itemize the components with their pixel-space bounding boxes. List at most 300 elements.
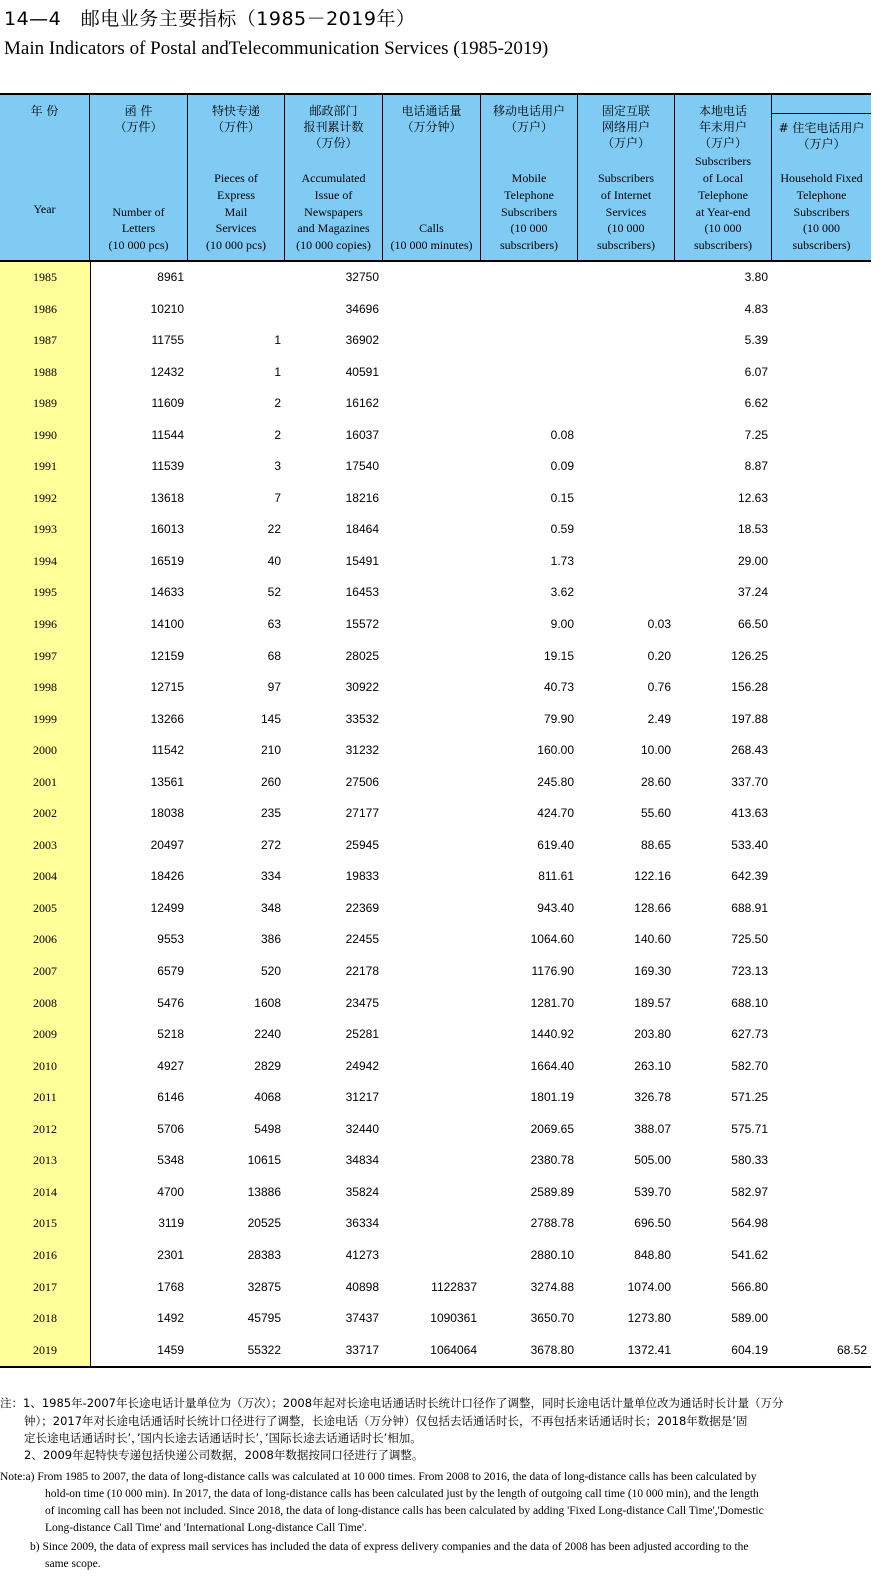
table-row bbox=[0, 577, 871, 609]
cell-letters: 1459 bbox=[157, 1342, 184, 1357]
cell-mobile: 79.90 bbox=[543, 711, 574, 726]
cell-year: 1993 bbox=[33, 522, 57, 537]
cell-year: 1988 bbox=[33, 364, 57, 379]
cell-local-telephone: 688.10 bbox=[731, 995, 768, 1010]
cell-newspapers: 22178 bbox=[345, 964, 379, 979]
cell-local-telephone: 604.19 bbox=[731, 1342, 768, 1357]
cell-internet: 203.80 bbox=[634, 1027, 671, 1042]
header-household-telephone-en: Household Fixed Telephone Subscribers (10 000 subscribers) bbox=[780, 171, 863, 253]
header-mobile bbox=[481, 95, 578, 260]
cell-household-telephone bbox=[772, 672, 871, 704]
cell-internet: 1074.00 bbox=[627, 1279, 671, 1294]
cell-household-telephone bbox=[772, 956, 871, 988]
cell-letters: 12499 bbox=[150, 900, 184, 915]
cell-letters: 20497 bbox=[150, 837, 184, 852]
cell-year: 1987 bbox=[33, 333, 57, 348]
cell-letters: 5218 bbox=[157, 1027, 184, 1042]
cell-calls bbox=[383, 1145, 481, 1177]
cell-express-mail: 22 bbox=[267, 522, 281, 537]
cell-letters: 10210 bbox=[150, 301, 184, 316]
cell-newspapers: 32440 bbox=[345, 1121, 379, 1136]
table-row bbox=[0, 294, 871, 326]
cell-newspapers: 15572 bbox=[345, 617, 379, 632]
cell-local-telephone: 725.50 bbox=[731, 932, 768, 947]
cell-letters: 11755 bbox=[151, 333, 184, 348]
cell-calls bbox=[383, 294, 481, 326]
header-mobile-cn: 移动电话用户 （万户） bbox=[492, 104, 565, 134]
cell-household-telephone bbox=[772, 1240, 871, 1272]
cell-local-telephone: 580.33 bbox=[731, 1153, 768, 1168]
cell-express-mail: 2240 bbox=[254, 1027, 281, 1042]
cell-express-mail: 13886 bbox=[247, 1184, 281, 1199]
cell-calls bbox=[383, 861, 481, 893]
cell-household-telephone: 68.52 bbox=[836, 1342, 867, 1357]
cell-household-telephone bbox=[772, 924, 871, 956]
cell-mobile: 19.15 bbox=[543, 648, 574, 663]
cell-local-telephone: 8.87 bbox=[744, 459, 768, 474]
cell-letters: 11609 bbox=[151, 396, 184, 411]
cell-mobile bbox=[481, 325, 578, 357]
cell-household-telephone bbox=[772, 1208, 871, 1240]
cell-household-telephone bbox=[772, 1051, 871, 1083]
cell-household-telephone bbox=[772, 1114, 871, 1146]
cell-newspapers: 17540 bbox=[345, 459, 379, 474]
cell-express-mail: 63 bbox=[267, 617, 281, 632]
note-cn-1c: 定长途电话通话时长’，’国内长途去话通话时长’，’国际长途去话通话时长’相加。 bbox=[24, 1431, 422, 1445]
cell-calls: 1064064 bbox=[430, 1342, 477, 1357]
header-newspapers bbox=[285, 95, 383, 260]
cell-mobile: 1.73 bbox=[550, 553, 574, 568]
cell-calls bbox=[383, 388, 481, 420]
cell-year: 2016 bbox=[33, 1247, 57, 1262]
cell-household-telephone bbox=[772, 641, 871, 673]
cell-newspapers: 31217 bbox=[345, 1090, 379, 1105]
cell-letters: 18426 bbox=[150, 869, 184, 884]
table-header bbox=[0, 93, 871, 262]
cell-household-telephone bbox=[772, 546, 871, 578]
cell-letters: 9553 bbox=[157, 932, 184, 947]
cell-letters: 12715 bbox=[150, 680, 184, 695]
cell-year: 2006 bbox=[33, 932, 57, 947]
cell-household-telephone bbox=[772, 1303, 871, 1335]
cell-internet: 0.03 bbox=[647, 617, 671, 632]
cell-letters: 8961 bbox=[157, 270, 184, 284]
cell-express-mail: 40 bbox=[267, 553, 281, 568]
cell-year: 2000 bbox=[33, 743, 57, 758]
cell-letters: 2301 bbox=[157, 1247, 184, 1262]
cell-letters: 4927 bbox=[157, 1058, 184, 1073]
cell-calls bbox=[383, 262, 481, 294]
cell-letters: 13618 bbox=[150, 490, 184, 505]
cell-household-telephone bbox=[772, 325, 871, 357]
cell-letters: 12432 bbox=[150, 364, 184, 379]
note-en-a2: hold-on time (10 000 min). In 2017, the data of long-distance calls has been calculated just by the length of outgoing call time (10 000 min), and the length bbox=[45, 1488, 759, 1500]
cell-mobile: 2880.10 bbox=[530, 1247, 574, 1262]
cell-internet bbox=[578, 546, 675, 578]
cell-internet bbox=[578, 262, 675, 294]
header-express-mail-cn: 特快专递 （万件） bbox=[211, 104, 260, 134]
cell-internet: 1372.41 bbox=[627, 1342, 671, 1357]
cell-newspapers: 28025 bbox=[345, 648, 379, 663]
cell-express-mail: 7 bbox=[274, 490, 281, 505]
cell-local-telephone: 723.13 bbox=[731, 964, 768, 979]
cell-express-mail: 145 bbox=[260, 711, 281, 726]
cell-calls bbox=[383, 767, 481, 799]
page-title-en: Main Indicators of Postal andTelecommunication Services (1985-2019) bbox=[4, 38, 549, 59]
cell-express-mail: 348 bbox=[260, 900, 281, 915]
cell-local-telephone: 564.98 bbox=[731, 1216, 768, 1231]
cell-household-telephone bbox=[772, 830, 871, 862]
cell-calls: 1090361 bbox=[430, 1311, 477, 1326]
cell-mobile: 3650.70 bbox=[530, 1311, 574, 1326]
cell-local-telephone: 4.83 bbox=[744, 301, 768, 316]
table-row bbox=[0, 609, 871, 641]
cell-local-telephone: 5.39 bbox=[744, 333, 768, 348]
cell-calls bbox=[383, 1208, 481, 1240]
cell-express-mail: 3 bbox=[274, 459, 281, 474]
header-year bbox=[0, 95, 90, 260]
cell-letters: 18038 bbox=[150, 806, 184, 821]
cell-calls bbox=[383, 735, 481, 767]
cell-local-telephone: 197.88 bbox=[731, 711, 768, 726]
cell-household-telephone bbox=[772, 357, 871, 389]
cell-mobile: 3.62 bbox=[550, 585, 574, 600]
cell-household-telephone bbox=[772, 893, 871, 925]
table-row bbox=[0, 1082, 871, 1114]
cell-newspapers: 16162 bbox=[345, 396, 379, 411]
cell-express-mail: 52 bbox=[267, 585, 281, 600]
cell-internet bbox=[578, 577, 675, 609]
cell-letters: 16519 bbox=[150, 553, 184, 568]
cell-mobile: 2380.78 bbox=[530, 1153, 574, 1168]
cell-local-telephone: 582.70 bbox=[731, 1058, 768, 1073]
cell-mobile bbox=[481, 262, 578, 294]
cell-year: 1991 bbox=[33, 459, 57, 474]
table-row bbox=[0, 861, 871, 893]
cell-letters: 1768 bbox=[157, 1279, 184, 1294]
cell-newspapers: 32750 bbox=[345, 270, 379, 284]
cell-internet: 2.49 bbox=[647, 711, 671, 726]
cell-newspapers: 31232 bbox=[345, 743, 379, 758]
cell-express-mail: 520 bbox=[260, 964, 281, 979]
cell-local-telephone: 566.80 bbox=[731, 1279, 768, 1294]
cell-mobile: 0.15 bbox=[550, 490, 574, 505]
cell-mobile: 619.40 bbox=[537, 837, 574, 852]
cell-household-telephone bbox=[772, 1272, 871, 1304]
cell-household-telephone bbox=[772, 1145, 871, 1177]
cell-household-telephone bbox=[772, 420, 871, 452]
cell-express-mail: 1608 bbox=[254, 995, 281, 1010]
cell-calls bbox=[383, 514, 481, 546]
cell-letters: 5348 bbox=[157, 1153, 184, 1168]
cell-year: 1994 bbox=[33, 553, 57, 568]
table-row bbox=[0, 672, 871, 704]
cell-express-mail bbox=[188, 262, 285, 294]
cell-internet: 505.00 bbox=[634, 1153, 671, 1168]
cell-calls bbox=[383, 1177, 481, 1209]
cell-internet: 169.30 bbox=[634, 964, 671, 979]
cell-local-telephone: 268.43 bbox=[731, 743, 768, 758]
cell-household-telephone bbox=[772, 1177, 871, 1209]
cell-express-mail: 4068 bbox=[254, 1090, 281, 1105]
cell-year: 2015 bbox=[33, 1216, 57, 1231]
cell-local-telephone: 29.00 bbox=[737, 553, 768, 568]
cell-express-mail: 5498 bbox=[254, 1121, 281, 1136]
cell-mobile: 1281.70 bbox=[530, 995, 574, 1010]
header-letters-en: Number of Letters (10 000 pcs) bbox=[108, 204, 169, 253]
cell-year: 2001 bbox=[33, 774, 57, 789]
cell-newspapers: 40898 bbox=[345, 1279, 379, 1294]
cell-household-telephone bbox=[772, 798, 871, 830]
cell-local-telephone: 37.24 bbox=[737, 585, 768, 600]
cell-internet bbox=[578, 294, 675, 326]
cell-mobile: 0.59 bbox=[550, 522, 574, 537]
cell-local-telephone: 3.80 bbox=[744, 270, 768, 284]
table-row bbox=[0, 1019, 871, 1051]
cell-newspapers: 22455 bbox=[345, 932, 379, 947]
header-calls-en: Calls (10 000 minutes) bbox=[390, 221, 473, 253]
cell-internet bbox=[578, 420, 675, 452]
table-body bbox=[0, 262, 871, 1368]
table-row bbox=[0, 1272, 871, 1304]
cell-calls bbox=[383, 546, 481, 578]
cell-newspapers: 27177 bbox=[345, 806, 379, 821]
table-row bbox=[0, 641, 871, 673]
cell-calls bbox=[383, 704, 481, 736]
cell-newspapers: 36902 bbox=[345, 333, 379, 348]
table-row bbox=[0, 1240, 871, 1272]
cell-internet: 28.60 bbox=[640, 774, 671, 789]
cell-calls bbox=[383, 483, 481, 515]
header-calls-cn: 电话通话量 （万分钟） bbox=[401, 104, 462, 134]
cell-year: 1986 bbox=[33, 301, 57, 316]
note-en-b1: b) Since 2009, the data of express mail services has included the data of express delivery companies and the data of 2008 has been adjusted according to the bbox=[30, 1541, 749, 1553]
cell-year: 1992 bbox=[33, 490, 57, 505]
cell-newspapers: 25945 bbox=[345, 837, 379, 852]
cell-newspapers: 37437 bbox=[345, 1311, 379, 1326]
note-en-b2: same scope. bbox=[45, 1558, 101, 1570]
table-row bbox=[0, 514, 871, 546]
header-express-mail-en: Pieces of Express Mail Services (10 000 pcs) bbox=[206, 171, 266, 253]
header-newspapers-cn: 邮政部门 报刊累计数 （万份） bbox=[303, 104, 364, 150]
cell-mobile: 2589.89 bbox=[530, 1184, 574, 1199]
cell-year: 1995 bbox=[33, 585, 57, 600]
cell-calls bbox=[383, 988, 481, 1020]
cell-express-mail: 55322 bbox=[247, 1342, 281, 1357]
cell-mobile: 3678.80 bbox=[530, 1342, 574, 1357]
note-en-a3: of incoming call has been not included. Since 2018, the data of long-distance calls has been calculated by adding 'Fixed Long-distance Call Time','Domestic bbox=[45, 1505, 764, 1517]
cell-internet bbox=[578, 357, 675, 389]
header-year-en: Year bbox=[33, 202, 56, 217]
header-local-telephone-en: Subscribers of Local Telephone at Year-end (10 000 subscribers) bbox=[694, 154, 752, 253]
cell-calls bbox=[383, 1051, 481, 1083]
cell-local-telephone: 337.70 bbox=[731, 774, 768, 789]
cell-local-telephone: 156.28 bbox=[731, 680, 768, 695]
cell-express-mail: 97 bbox=[267, 680, 281, 695]
cell-local-telephone: 571.25 bbox=[731, 1090, 768, 1105]
cell-express-mail bbox=[188, 294, 285, 326]
cell-local-telephone: 575.71 bbox=[731, 1121, 768, 1136]
table-row bbox=[0, 388, 871, 420]
cell-letters: 4700 bbox=[157, 1184, 184, 1199]
cell-letters: 5706 bbox=[157, 1121, 184, 1136]
cell-mobile: 0.09 bbox=[550, 459, 574, 474]
cell-mobile: 0.08 bbox=[550, 427, 574, 442]
cell-year: 1989 bbox=[33, 396, 57, 411]
cell-newspapers: 25281 bbox=[345, 1027, 379, 1042]
cell-mobile: 424.70 bbox=[537, 806, 574, 821]
table-row bbox=[0, 1335, 871, 1367]
note-en-a4: Long-distance Call Time' and 'International Long-distance Call Time'. bbox=[45, 1522, 367, 1534]
table-row bbox=[0, 704, 871, 736]
cell-internet: 10.00 bbox=[640, 743, 671, 758]
cell-calls bbox=[383, 1240, 481, 1272]
cell-local-telephone: 627.73 bbox=[731, 1027, 768, 1042]
cell-year: 2010 bbox=[33, 1058, 57, 1073]
cell-household-telephone bbox=[772, 388, 871, 420]
cell-local-telephone: 6.07 bbox=[744, 364, 768, 379]
cell-mobile: 2069.65 bbox=[530, 1121, 574, 1136]
cell-express-mail: 334 bbox=[260, 869, 281, 884]
header-year-cn: 年 份 bbox=[30, 104, 59, 118]
cell-express-mail: 2 bbox=[274, 396, 281, 411]
table-row bbox=[0, 767, 871, 799]
cell-internet: 88.65 bbox=[640, 837, 671, 852]
cell-local-telephone: 126.25 bbox=[731, 648, 768, 663]
cell-internet: 122.16 bbox=[634, 869, 671, 884]
cell-local-telephone: 413.63 bbox=[731, 806, 768, 821]
cell-mobile: 943.40 bbox=[537, 900, 574, 915]
cell-newspapers: 40591 bbox=[345, 364, 379, 379]
table-row bbox=[0, 420, 871, 452]
cell-internet: 263.10 bbox=[634, 1058, 671, 1073]
cell-newspapers: 18216 bbox=[345, 490, 379, 505]
cell-internet: 326.78 bbox=[634, 1090, 671, 1105]
cell-calls bbox=[383, 609, 481, 641]
cell-newspapers: 36334 bbox=[345, 1216, 379, 1231]
cell-mobile: 1440.92 bbox=[530, 1027, 574, 1042]
cell-newspapers: 34696 bbox=[345, 301, 379, 316]
cell-letters: 6146 bbox=[157, 1090, 184, 1105]
cell-calls bbox=[383, 893, 481, 925]
cell-express-mail: 386 bbox=[260, 932, 281, 947]
cell-letters: 12159 bbox=[150, 648, 184, 663]
cell-internet: 55.60 bbox=[640, 806, 671, 821]
cell-mobile: 2788.78 bbox=[530, 1216, 574, 1231]
cell-household-telephone bbox=[772, 262, 871, 294]
cell-newspapers: 23475 bbox=[345, 995, 379, 1010]
cell-newspapers: 24942 bbox=[345, 1058, 379, 1073]
table-row bbox=[0, 988, 871, 1020]
cell-household-telephone bbox=[772, 767, 871, 799]
indicators-table bbox=[0, 93, 871, 1368]
cell-newspapers: 34834 bbox=[345, 1153, 379, 1168]
cell-year: 1997 bbox=[33, 648, 57, 663]
cell-year: 2011 bbox=[33, 1090, 57, 1105]
cell-calls: 1122837 bbox=[431, 1279, 477, 1294]
cell-internet: 128.66 bbox=[634, 900, 671, 915]
header-household-telephone-cn: # 住宅电话用户 （万户） bbox=[778, 121, 865, 151]
cell-calls bbox=[383, 577, 481, 609]
cell-household-telephone bbox=[772, 483, 871, 515]
cell-year: 2019 bbox=[33, 1342, 57, 1357]
cell-calls bbox=[383, 1082, 481, 1114]
cell-mobile: 9.00 bbox=[550, 617, 574, 632]
cell-express-mail: 68 bbox=[267, 648, 281, 663]
cell-mobile: 40.73 bbox=[543, 680, 574, 695]
cell-household-telephone bbox=[772, 1019, 871, 1051]
table-row bbox=[0, 1145, 871, 1177]
cell-newspapers: 30922 bbox=[345, 680, 379, 695]
cell-household-telephone bbox=[772, 609, 871, 641]
cell-household-telephone bbox=[772, 514, 871, 546]
cell-newspapers: 22369 bbox=[345, 900, 379, 915]
cell-local-telephone: 12.63 bbox=[737, 490, 768, 505]
cell-letters: 13561 bbox=[150, 774, 184, 789]
cell-express-mail: 20525 bbox=[247, 1216, 281, 1231]
cell-internet bbox=[578, 451, 675, 483]
cell-newspapers: 15491 bbox=[345, 553, 379, 568]
cell-internet bbox=[578, 483, 675, 515]
cell-express-mail: 2 bbox=[274, 427, 281, 442]
cell-local-telephone: 582.97 bbox=[731, 1184, 768, 1199]
cell-express-mail: 272 bbox=[260, 837, 281, 852]
table-row bbox=[0, 830, 871, 862]
cell-internet bbox=[578, 388, 675, 420]
cell-calls bbox=[383, 1114, 481, 1146]
cell-mobile: 1064.60 bbox=[530, 932, 574, 947]
cell-newspapers: 27506 bbox=[345, 774, 379, 789]
cell-letters: 14633 bbox=[150, 585, 184, 600]
cell-internet bbox=[578, 325, 675, 357]
table-row bbox=[0, 956, 871, 988]
cell-year: 1985 bbox=[33, 270, 57, 284]
table-row bbox=[0, 357, 871, 389]
note-cn-1a: 注：1、1985年-2007年长途电话计量单位为（万次）；2008年起对长途电话通话时长统计口径作了调整，同时长途电话计量单位改为通话时长计量（万分 bbox=[0, 1396, 784, 1410]
cell-calls bbox=[383, 830, 481, 862]
cell-mobile: 245.80 bbox=[537, 774, 574, 789]
cell-newspapers: 41273 bbox=[345, 1247, 379, 1262]
cell-local-telephone: 18.53 bbox=[737, 522, 768, 537]
cell-internet bbox=[578, 514, 675, 546]
note-en-a1: Note:a) From 1985 to 2007, the data of long-distance calls was calculated at 10 000 times. From 2008 to 2016, the data of long-distance calls has been calculated by bbox=[0, 1471, 757, 1483]
cell-year: 2009 bbox=[33, 1027, 57, 1042]
cell-internet: 0.76 bbox=[647, 680, 671, 695]
cell-year: 2017 bbox=[33, 1279, 57, 1294]
header-internet-cn: 固定互联 网络用户 （万户） bbox=[601, 104, 650, 150]
cell-mobile: 811.61 bbox=[538, 869, 574, 884]
cell-internet: 388.07 bbox=[634, 1121, 671, 1136]
table-row bbox=[0, 1114, 871, 1146]
cell-letters: 14100 bbox=[150, 617, 184, 632]
cell-calls bbox=[383, 672, 481, 704]
header-local-telephone bbox=[675, 95, 772, 260]
cell-household-telephone bbox=[772, 704, 871, 736]
cell-calls bbox=[383, 357, 481, 389]
cell-year: 1999 bbox=[33, 711, 57, 726]
cell-express-mail: 2829 bbox=[254, 1058, 281, 1073]
cell-letters: 11542 bbox=[151, 743, 184, 758]
cell-calls bbox=[383, 924, 481, 956]
cell-household-telephone bbox=[772, 1082, 871, 1114]
cell-year: 2005 bbox=[33, 900, 57, 915]
cell-express-mail: 210 bbox=[260, 743, 281, 758]
cell-calls bbox=[383, 956, 481, 988]
cell-household-telephone bbox=[772, 861, 871, 893]
cell-newspapers: 16453 bbox=[345, 585, 379, 600]
cell-express-mail: 32875 bbox=[247, 1279, 281, 1294]
table-row bbox=[0, 451, 871, 483]
